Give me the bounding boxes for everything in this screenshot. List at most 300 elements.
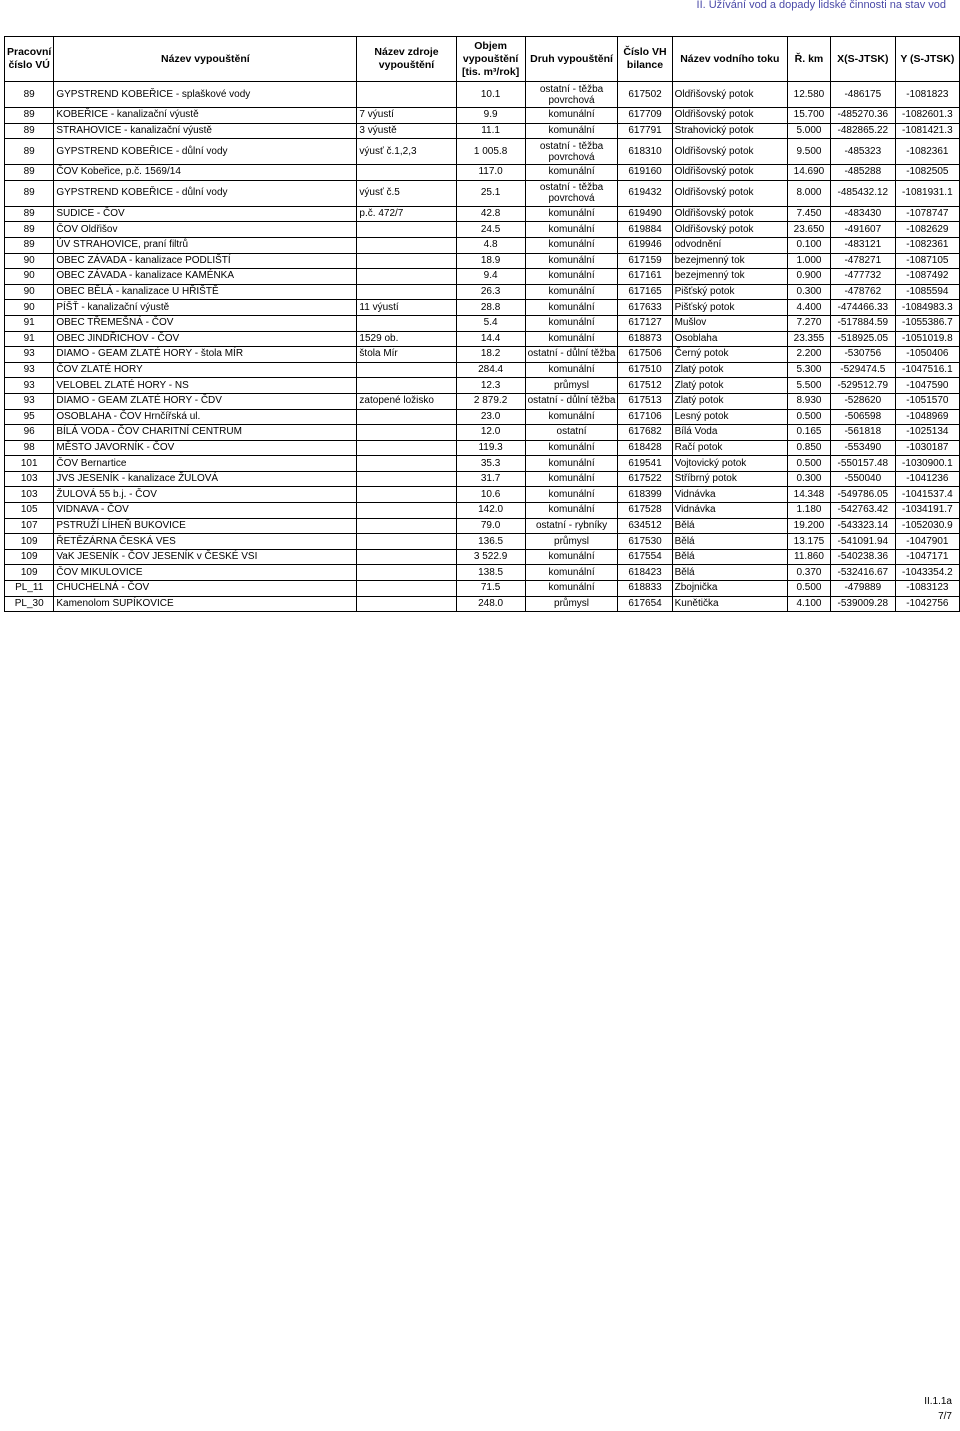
cell-objem: 119.3 [456, 440, 525, 456]
cell-vu: 89 [5, 82, 54, 108]
cell-y: -1081421.3 [895, 123, 959, 139]
cell-nazev: STRAHOVICE - kanalizační výustě [54, 123, 357, 139]
cell-vh: 617161 [618, 269, 672, 285]
cell-tok: Bělá [672, 518, 787, 534]
cell-druh: komunální [525, 165, 618, 181]
cell-vu: PL_11 [5, 581, 54, 597]
cell-y: -1025134 [895, 425, 959, 441]
cell-vu: 89 [5, 222, 54, 238]
cell-x: -543323.14 [830, 518, 895, 534]
cell-vh: 617522 [618, 471, 672, 487]
column-header [830, 37, 895, 82]
cell-nazev: OBEC ZÁVADA - kanalizace PODLIŠTÍ [54, 253, 357, 269]
cell-zdroj [357, 253, 456, 269]
cell-km: 2.200 [787, 347, 830, 363]
cell-x: -549786.05 [830, 487, 895, 503]
cell-tok: bezejmenný tok [672, 269, 787, 285]
cell-km: 4.400 [787, 300, 830, 316]
cell-vh: 619541 [618, 456, 672, 472]
cell-objem: 28.8 [456, 300, 525, 316]
cell-y: -1052030.9 [895, 518, 959, 534]
cell-zdroj [357, 315, 456, 331]
cell-x: -485323 [830, 139, 895, 165]
cell-y: -1078747 [895, 206, 959, 222]
table-row [5, 206, 960, 222]
cell-zdroj [357, 565, 456, 581]
cell-nazev: OBEC JINDŘICHOV - ČOV [54, 331, 357, 347]
cell-y: -1047590 [895, 378, 959, 394]
cell-objem: 35.3 [456, 456, 525, 472]
column-header [54, 37, 357, 82]
column-header [456, 37, 525, 82]
cell-tok: Račí potok [672, 440, 787, 456]
cell-km: 13.175 [787, 534, 830, 550]
cell-vu: 103 [5, 487, 54, 503]
cell-zdroj: 3 výustě [357, 123, 456, 139]
cell-druh: komunální [525, 300, 618, 316]
cell-y: -1047171 [895, 549, 959, 565]
table-row [5, 180, 960, 206]
cell-tok: Zlatý potok [672, 393, 787, 409]
cell-x: -553490 [830, 440, 895, 456]
cell-druh: komunální [525, 253, 618, 269]
cell-druh: komunální [525, 315, 618, 331]
cell-y: -1030900.1 [895, 456, 959, 472]
cell-nazev: ČOV MIKULOVICE [54, 565, 357, 581]
cell-druh: ostatní - těžba povrchová [525, 82, 618, 108]
cell-zdroj: p.č. 472/7 [357, 206, 456, 222]
cell-x: -482865.22 [830, 123, 895, 139]
cell-nazev: ČOV Oldřišov [54, 222, 357, 238]
column-header-line: vypouštění [378, 59, 435, 71]
column-header-line: Název vypouštění [161, 52, 250, 65]
table-row [5, 534, 960, 550]
cell-tok: bezejmenný tok [672, 253, 787, 269]
cell-vh: 617512 [618, 378, 672, 394]
cell-zdroj [357, 581, 456, 597]
cell-nazev: GYPSTREND KOBEŘICE - důlní vody [54, 180, 357, 206]
cell-km: 12.580 [787, 82, 830, 108]
cell-vu: 90 [5, 269, 54, 285]
cell-x: -491607 [830, 222, 895, 238]
cell-km: 5.500 [787, 378, 830, 394]
cell-nazev: BÍLÁ VODA - ČOV CHARITNÍ CENTRUM [54, 425, 357, 441]
discharge-table [4, 36, 960, 612]
cell-x: -532416.67 [830, 565, 895, 581]
cell-x: -479889 [830, 581, 895, 597]
cell-km: 9.500 [787, 139, 830, 165]
cell-tok: Oldřišovský potok [672, 165, 787, 181]
cell-y: -1042756 [895, 596, 959, 612]
cell-druh: průmysl [525, 534, 618, 550]
cell-objem: 24.5 [456, 222, 525, 238]
column-header [5, 37, 54, 82]
column-header [787, 37, 830, 82]
cell-druh: komunální [525, 206, 618, 222]
cell-vh: 618873 [618, 331, 672, 347]
cell-vu: 91 [5, 315, 54, 331]
table-row [5, 82, 960, 108]
cell-nazev: ŘETĚZÁRNA ČESKÁ VES [54, 534, 357, 550]
cell-x: -528620 [830, 393, 895, 409]
table-row [5, 425, 960, 441]
cell-zdroj [357, 456, 456, 472]
table-row [5, 300, 960, 316]
cell-km: 19.200 [787, 518, 830, 534]
cell-vh: 617106 [618, 409, 672, 425]
cell-tok: Vidnávka [672, 503, 787, 519]
cell-y: -1082361 [895, 237, 959, 253]
cell-druh: průmysl [525, 378, 618, 394]
table-row [5, 331, 960, 347]
table-row [5, 471, 960, 487]
cell-y: -1041236 [895, 471, 959, 487]
cell-nazev: DIAMO - GEAM ZLATÉ HORY - ČDV [54, 393, 357, 409]
page-footer [924, 1394, 952, 1424]
cell-druh: průmysl [525, 596, 618, 612]
cell-km: 14.348 [787, 487, 830, 503]
cell-objem: 31.7 [456, 471, 525, 487]
column-header [895, 37, 959, 82]
table-row [5, 503, 960, 519]
cell-nazev: CHUCHELNÁ - ČOV [54, 581, 357, 597]
cell-objem: 9.4 [456, 269, 525, 285]
cell-tok: Zbojnička [672, 581, 787, 597]
cell-x: -550157.48 [830, 456, 895, 472]
cell-vu: 90 [5, 284, 54, 300]
cell-zdroj [357, 549, 456, 565]
column-header [357, 37, 456, 82]
column-header-line: Číslo VH [623, 46, 667, 58]
table-row [5, 378, 960, 394]
cell-nazev: ÚV STRAHOVICE, praní filtrů [54, 237, 357, 253]
cell-x: -539009.28 [830, 596, 895, 612]
cell-zdroj [357, 82, 456, 108]
cell-y: -1087105 [895, 253, 959, 269]
cell-nazev: ČOV Kobeřice, p.č. 1569/14 [54, 165, 357, 181]
cell-zdroj [357, 269, 456, 285]
cell-nazev: ŽULOVÁ 55 b.j. - ČOV [54, 487, 357, 503]
cell-y: -1081823 [895, 82, 959, 108]
cell-vu: PL_30 [5, 596, 54, 612]
table-body [5, 82, 960, 612]
cell-nazev: SUDICE - ČOV [54, 206, 357, 222]
cell-tok: Vojtovický potok [672, 456, 787, 472]
cell-y: -1084983.3 [895, 300, 959, 316]
cell-tok: Bělá [672, 534, 787, 550]
column-header-line: číslo VÚ [8, 59, 50, 71]
cell-nazev: KOBEŘICE - kanalizační výustě [54, 108, 357, 124]
cell-nazev: ČOV ZLATÉ HORY [54, 362, 357, 378]
cell-tok: Zlatý potok [672, 362, 787, 378]
cell-nazev: VaK JESENÍK - ČOV JESENÍK v ČESKÉ VSI [54, 549, 357, 565]
cell-km: 0.500 [787, 581, 830, 597]
cell-vu: 107 [5, 518, 54, 534]
cell-vu: 109 [5, 534, 54, 550]
cell-km: 0.165 [787, 425, 830, 441]
column-header [672, 37, 787, 82]
cell-y: -1082629 [895, 222, 959, 238]
document-code: II.1.1a [924, 1396, 952, 1407]
cell-vu: 90 [5, 300, 54, 316]
cell-objem: 18.2 [456, 347, 525, 363]
table-row [5, 269, 960, 285]
cell-druh: komunální [525, 331, 618, 347]
table-header-row [5, 37, 960, 82]
cell-vh: 617633 [618, 300, 672, 316]
cell-vh: 617506 [618, 347, 672, 363]
table-row [5, 409, 960, 425]
cell-x: -483121 [830, 237, 895, 253]
table-row [5, 315, 960, 331]
cell-zdroj [357, 378, 456, 394]
column-header-line: Ř. km [794, 52, 824, 65]
cell-km: 0.900 [787, 269, 830, 285]
cell-y: -1082601.3 [895, 108, 959, 124]
cell-x: -517884.59 [830, 315, 895, 331]
cell-vh: 617530 [618, 534, 672, 550]
cell-km: 7.450 [787, 206, 830, 222]
cell-tok: Oldřišovský potok [672, 180, 787, 206]
cell-druh: ostatní - těžba povrchová [525, 139, 618, 165]
cell-vu: 93 [5, 362, 54, 378]
table-row [5, 165, 960, 181]
cell-nazev: ČOV Bernartice [54, 456, 357, 472]
cell-vh: 617502 [618, 82, 672, 108]
cell-zdroj [357, 237, 456, 253]
cell-vu: 89 [5, 180, 54, 206]
cell-objem: 5.4 [456, 315, 525, 331]
cell-x: -529512.79 [830, 378, 895, 394]
cell-druh: ostatní - důlní těžba [525, 347, 618, 363]
cell-druh: ostatní - těžba povrchová [525, 180, 618, 206]
cell-druh: komunální [525, 440, 618, 456]
cell-objem: 14.4 [456, 331, 525, 347]
cell-zdroj: výusť č.1,2,3 [357, 139, 456, 165]
cell-y: -1087492 [895, 269, 959, 285]
cell-druh: komunální [525, 549, 618, 565]
cell-objem: 71.5 [456, 581, 525, 597]
cell-druh: komunální [525, 108, 618, 124]
cell-km: 0.500 [787, 456, 830, 472]
column-header-line: Y (S-JTSK) [900, 52, 955, 65]
cell-zdroj: 11 výustí [357, 300, 456, 316]
column-header-line: Druh vypouštění [530, 52, 613, 65]
cell-km: 11.860 [787, 549, 830, 565]
cell-vh: 617127 [618, 315, 672, 331]
table-row [5, 222, 960, 238]
cell-objem: 3 522.9 [456, 549, 525, 565]
cell-nazev: MĚSTO JAVORNÍK - ČOV [54, 440, 357, 456]
cell-nazev: PSTRUŽÍ LÍHEŇ BUKOVICE [54, 518, 357, 534]
cell-nazev: VIDNAVA - ČOV [54, 503, 357, 519]
cell-tok: Vidnávka [672, 487, 787, 503]
cell-km: 4.100 [787, 596, 830, 612]
cell-zdroj: výusť č.5 [357, 180, 456, 206]
cell-tok: Oldřišovský potok [672, 108, 787, 124]
cell-druh: komunální [525, 487, 618, 503]
cell-vh: 617709 [618, 108, 672, 124]
column-header-line: bilance [626, 59, 664, 71]
cell-zdroj [357, 534, 456, 550]
cell-objem: 10.1 [456, 82, 525, 108]
cell-vu: 89 [5, 139, 54, 165]
cell-tok: Zlatý potok [672, 378, 787, 394]
cell-vu: 93 [5, 347, 54, 363]
cell-x: -518925.05 [830, 331, 895, 347]
cell-vu: 103 [5, 471, 54, 487]
column-header-line: Pracovní [7, 46, 52, 58]
cell-vu: 89 [5, 237, 54, 253]
cell-vu: 90 [5, 253, 54, 269]
table-row [5, 487, 960, 503]
cell-y: -1034191.7 [895, 503, 959, 519]
cell-km: 23.650 [787, 222, 830, 238]
cell-nazev: OSOBLAHA - ČOV Hrnčířská ul. [54, 409, 357, 425]
cell-vh: 617791 [618, 123, 672, 139]
table-row [5, 393, 960, 409]
cell-vh: 619946 [618, 237, 672, 253]
cell-vu: 93 [5, 393, 54, 409]
cell-objem: 11.1 [456, 123, 525, 139]
cell-km: 0.100 [787, 237, 830, 253]
cell-nazev: DIAMO - GEAM ZLATÉ HORY - štola MÍR [54, 347, 357, 363]
cell-km: 0.300 [787, 471, 830, 487]
cell-km: 15.700 [787, 108, 830, 124]
cell-y: -1048969 [895, 409, 959, 425]
cell-vh: 618310 [618, 139, 672, 165]
cell-vh: 618399 [618, 487, 672, 503]
table-row [5, 139, 960, 165]
column-header [525, 37, 618, 82]
cell-druh: komunální [525, 456, 618, 472]
cell-zdroj [357, 503, 456, 519]
cell-objem: 25.1 [456, 180, 525, 206]
cell-km: 0.300 [787, 284, 830, 300]
cell-zdroj [357, 165, 456, 181]
cell-druh: ostatní - rybníky [525, 518, 618, 534]
column-header-line: Název vodního toku [680, 52, 780, 65]
cell-tok: Černý potok [672, 347, 787, 363]
cell-x: -477732 [830, 269, 895, 285]
table-row [5, 237, 960, 253]
cell-y: -1083123 [895, 581, 959, 597]
table-row [5, 347, 960, 363]
cell-objem: 142.0 [456, 503, 525, 519]
cell-objem: 136.5 [456, 534, 525, 550]
cell-objem: 117.0 [456, 165, 525, 181]
cell-x: -485270.36 [830, 108, 895, 124]
cell-objem: 42.8 [456, 206, 525, 222]
cell-druh: komunální [525, 123, 618, 139]
cell-vh: 618423 [618, 565, 672, 581]
cell-zdroj [357, 284, 456, 300]
cell-druh: komunální [525, 284, 618, 300]
cell-x: -506598 [830, 409, 895, 425]
cell-druh: komunální [525, 581, 618, 597]
cell-nazev: GYPSTREND KOBEŘICE - důlní vody [54, 139, 357, 165]
cell-vu: 89 [5, 108, 54, 124]
cell-tok: odvodnění [672, 237, 787, 253]
table-row [5, 518, 960, 534]
cell-x: -550040 [830, 471, 895, 487]
cell-x: -542763.42 [830, 503, 895, 519]
cell-nazev: VELOBEL ZLATÉ HORY - NS [54, 378, 357, 394]
cell-vh: 617513 [618, 393, 672, 409]
cell-objem: 10.6 [456, 487, 525, 503]
column-header-line: Objem [474, 39, 507, 52]
cell-tok: Oldřišovský potok [672, 139, 787, 165]
table-row [5, 108, 960, 124]
cell-x: -485288 [830, 165, 895, 181]
cell-vu: 91 [5, 331, 54, 347]
cell-vh: 617165 [618, 284, 672, 300]
cell-vh: 619490 [618, 206, 672, 222]
cell-vu: 98 [5, 440, 54, 456]
cell-zdroj [357, 409, 456, 425]
cell-vu: 89 [5, 123, 54, 139]
cell-objem: 284.4 [456, 362, 525, 378]
cell-objem: 248.0 [456, 596, 525, 612]
cell-km: 1.000 [787, 253, 830, 269]
table-row [5, 581, 960, 597]
cell-vh: 619432 [618, 180, 672, 206]
cell-x: -540238.36 [830, 549, 895, 565]
table-row [5, 253, 960, 269]
cell-vh: 617510 [618, 362, 672, 378]
cell-zdroj [357, 222, 456, 238]
cell-objem: 4.8 [456, 237, 525, 253]
cell-y: -1041537.4 [895, 487, 959, 503]
cell-vh: 617554 [618, 549, 672, 565]
cell-druh: ostatní - důlní těžba [525, 393, 618, 409]
cell-objem: 138.5 [456, 565, 525, 581]
cell-zdroj [357, 471, 456, 487]
cell-x: -529474.5 [830, 362, 895, 378]
cell-objem: 23.0 [456, 409, 525, 425]
cell-zdroj: zatopené ložisko [357, 393, 456, 409]
cell-x: -474466.33 [830, 300, 895, 316]
cell-druh: komunální [525, 269, 618, 285]
cell-nazev: PÍŠŤ - kanalizační výustě [54, 300, 357, 316]
cell-x: -478762 [830, 284, 895, 300]
cell-vh: 617654 [618, 596, 672, 612]
table-row [5, 549, 960, 565]
cell-y: -1055386.7 [895, 315, 959, 331]
cell-x: -561818 [830, 425, 895, 441]
cell-y: -1081931.1 [895, 180, 959, 206]
cell-y: -1050406 [895, 347, 959, 363]
cell-y: -1085594 [895, 284, 959, 300]
cell-nazev: OBEC BĚLÁ - kanalizace U HŘIŠTĚ [54, 284, 357, 300]
cell-objem: 1 005.8 [456, 139, 525, 165]
cell-nazev: Kamenolom SUPÍKOVICE [54, 596, 357, 612]
cell-vh: 619160 [618, 165, 672, 181]
cell-vu: 109 [5, 549, 54, 565]
cell-km: 14.690 [787, 165, 830, 181]
cell-druh: komunální [525, 409, 618, 425]
table-row [5, 123, 960, 139]
cell-x: -483430 [830, 206, 895, 222]
cell-vh: 617528 [618, 503, 672, 519]
cell-km: 8.930 [787, 393, 830, 409]
cell-tok: Oldřišovský potok [672, 82, 787, 108]
cell-vh: 617159 [618, 253, 672, 269]
cell-objem: 18.9 [456, 253, 525, 269]
cell-zdroj: 7 výustí [357, 108, 456, 124]
cell-tok: Strahovický potok [672, 123, 787, 139]
cell-x: -478271 [830, 253, 895, 269]
